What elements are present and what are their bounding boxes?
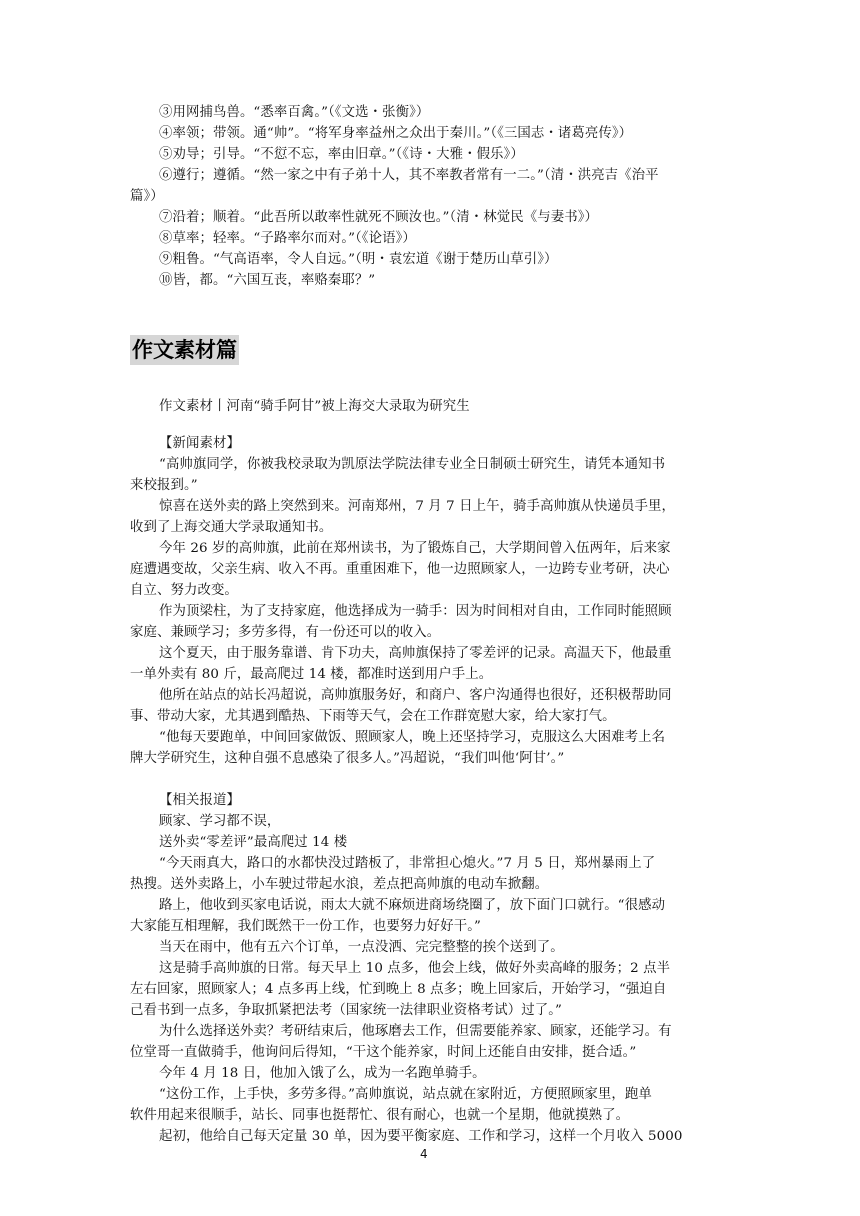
definition-line: ⑤劝导；引导。“不愆不忘，率由旧章。”（《诗・大雅・假乐》）: [159, 147, 524, 162]
report-label: 【相关报道】: [159, 793, 240, 808]
report-line: 大家能互相理解，我们既然干一份工作，也要努力好好干。”: [130, 919, 481, 934]
report-line: 己看书到一点多，争取抓紧把法考（国家统一法律职业资格考试）过了。”: [130, 1003, 562, 1018]
definition-line: ⑧草率；轻率。“子路率尔而对。”（《论语》）: [159, 231, 416, 246]
report-line: 今年 4 月 18 日，他加入饿了么，成为一名跑单骑手。: [159, 1066, 486, 1081]
report-line: “这份工作，上手快，多劳多得。”高帅旗说，站点就在家附近，方便照顾家里，跑单: [159, 1087, 652, 1102]
news-line: 自立、努力改变。: [130, 583, 238, 598]
news-label: 【新闻素材】: [159, 436, 240, 451]
news-line: 来校报到。”: [130, 478, 198, 493]
news-line: 惊喜在送外卖的路上突然到来。河南郑州，7 月 7 日上午，骑手高帅旗从快递员手里，: [159, 499, 675, 514]
news-line: “高帅旗同学，你被我校录取为凯原法学院法律专业全日制硕士研究生，请凭本通知书: [159, 457, 666, 472]
news-line: “他每天要跑单，中间回家做饭、照顾家人，晚上还坚持学习，克服这么大困难考上名: [159, 730, 666, 745]
report-line: 顾家、学习都不误，: [159, 814, 281, 829]
definition-line: ③用网捕鸟兽。“悉率百禽。”（《文选・张衡》）: [159, 105, 430, 120]
news-line: 今年 26 岁的高帅旗，此前在郑州读书，为了锻炼自己，大学期间曾入伍两年，后来家: [159, 541, 671, 556]
report-line: 送外卖“零差评”最高爬过 14 楼: [159, 835, 348, 850]
report-line: 位堂哥一直做骑手，他询问后得知，“干这个能养家，时间上还能自由安排，挺合适。”: [130, 1045, 637, 1060]
section-heading: 作文素材篇: [130, 335, 239, 365]
definition-line: ④率领；带领。通“帅”。“将军身率益州之众出于秦川。”（《三国志・诸葛亮传》）: [159, 126, 633, 141]
news-line: 家庭、兼顾学习；多劳多得，有一份还可以的收入。: [130, 625, 441, 640]
report-line: 路上，他收到买家电话说，雨太大就不麻烦进商场绕圈了，放下面门口就行。“很感动: [159, 898, 666, 913]
report-line: 软件用起来很顺手，站长、同事也挺帮忙、很有耐心，也就一个星期，他就摸熟了。: [130, 1108, 630, 1123]
page-number: 4: [420, 1147, 428, 1161]
definition-line: 篇》）: [130, 189, 164, 204]
report-line: 为什么选择送外卖？考研结束后，他琢磨去工作，但需要能养家、顾家，还能学习。有: [159, 1024, 672, 1039]
news-line: 作为顶梁柱，为了支持家庭，他选择成为一骑手：因为时间相对自由，工作同时能照顾: [159, 604, 672, 619]
report-line: 这是骑手高帅旗的日常。每天早上 10 点多，他会上线，做好外卖高峰的服务；2 点半: [159, 961, 671, 976]
news-line: 牌大学研究生，这种自强不息感染了很多人。”冯超说，“我们叫他‘阿甘’。”: [130, 751, 565, 766]
news-line: 事、带动大家，尤其遇到酷热、下雨等天气，会在工作群宽慰大家，给大家打气。: [130, 709, 616, 724]
report-line: 热搜。送外卖路上，小车驶过带起水浪，差点把高帅旗的电动车掀翻。: [130, 877, 549, 892]
report-line: “今天雨真大，路口的水都快没过踏板了，非常担心熄火。”7 月 5 日，郑州暴雨上了: [159, 856, 656, 871]
news-line: 收到了上海交通大学录取通知书。: [130, 520, 333, 535]
news-line: 庭遭遇变故，父亲生病、收入不再。重重困难下，他一边照顾家人，一边跨专业考研，决心: [130, 562, 670, 577]
report-line: 左右回家，照顾家人；4 点多再上线，忙到晚上 8 点多；晚上回家后，开始学习，“强迫自: [130, 982, 667, 997]
news-line: 这个夏天，由于服务靠谱、肯下功夫，高帅旗保持了零差评的记录。高温天下，他最重: [159, 646, 672, 661]
report-line: 起初，他给自己每天定量 30 单，因为要平衡家庭、工作和学习，这样一个月收入 5000: [159, 1129, 683, 1144]
definition-line: ⑨粗鲁。“气高语率，令人自远。”（明・袁宏道《谢于楚历山草引》）: [159, 252, 558, 267]
definition-line: ⑦沿着；顺着。“此吾所以敢率性就死不顾汝也。”（清・林觉民《与妻书》）: [159, 210, 598, 225]
definition-line: ⑩皆，都。“六国互丧，率赂秦耶？”: [159, 273, 376, 288]
definition-line: ⑥遵行；遵循。“然一家之中有子弟十人，其不率教者常有一二。”（清・洪亮吉《治平: [159, 168, 659, 183]
report-line: 当天在雨中，他有五六个订单，一点没洒、完完整整的挨个送到了。: [159, 940, 564, 955]
news-line: 他所在站点的站长冯超说，高帅旗服务好，和商户、客户沟通得也很好，还积极帮助同: [159, 688, 672, 703]
article-title: 作文素材丨河南“骑手阿甘”被上海交大录取为研究生: [159, 399, 470, 414]
news-line: 一单外卖有 80 斤，最高爬过 14 楼，都准时送到用户手上。: [130, 667, 493, 682]
